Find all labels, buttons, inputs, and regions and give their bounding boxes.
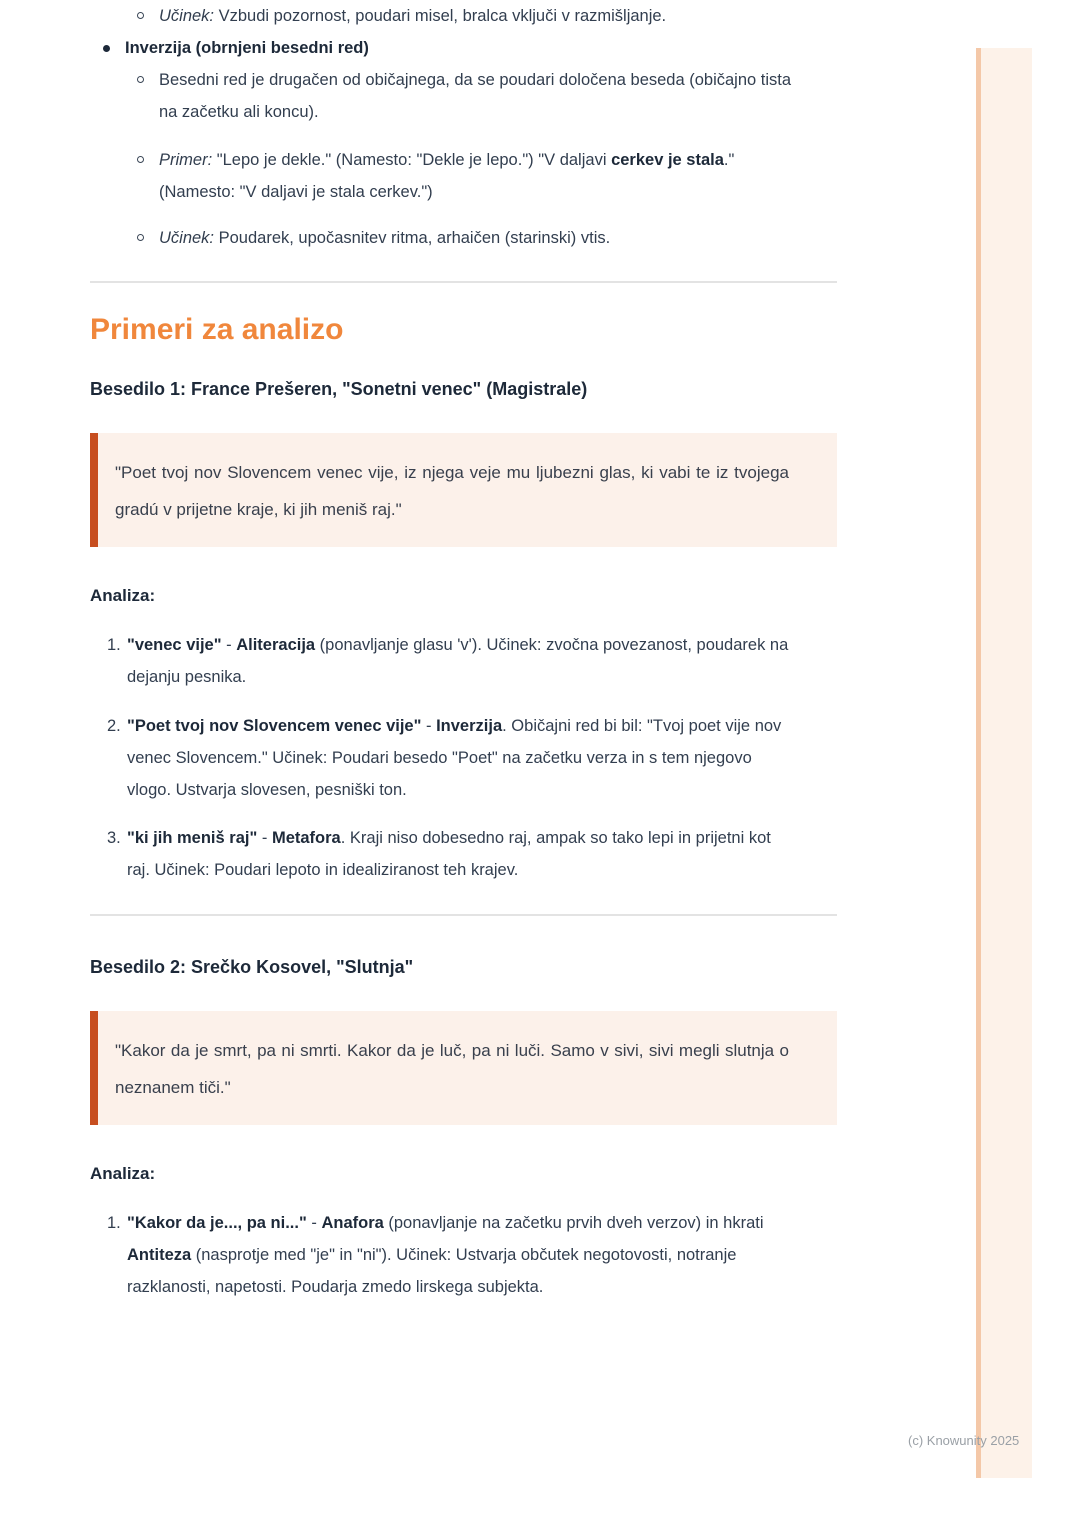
inverzija-term-list	[90, 32, 837, 64]
list-item-text: Inverzija (obrnjeni besedni red)	[125, 39, 369, 57]
list-item	[90, 144, 837, 208]
list-item	[90, 32, 837, 64]
analysis-label-2: Analiza:	[90, 1164, 156, 1183]
right-margin-stripe	[976, 48, 1032, 1478]
list-number: 3.	[107, 829, 121, 847]
circle-bullet-icon	[137, 12, 144, 19]
list-item	[90, 64, 837, 128]
quote-block-1	[90, 433, 837, 547]
analysis-item	[90, 822, 837, 886]
quote-text: "Poet tvoj nov Slovencem venec vije, iz njega veje mu ljubezni glas, ki vabi te iz tvojega gradú v prijetne kraje, ki jih meniš raj."	[115, 463, 789, 519]
circle-bullet-icon	[137, 156, 144, 163]
page-section-title: Primeri za analizo	[90, 313, 344, 346]
analysis-list-1	[90, 629, 837, 886]
analysis-item-text: "venec vije" - Aliteracija (ponavljanje glasu 'v'). Učinek: zvočna povezanost, poudarek na dejanju pesnika.	[127, 636, 789, 686]
section-divider	[90, 281, 837, 283]
analysis-item-text: "Kakor da je..., pa ni..." - Anafora (ponavljanje na začetku prvih dveh verzov) in hkrati Antiteza (nasprotje med "je" in "ni"). Učinek: Ustvarja občutek negotovosti, notranje razklanosti, napetosti. Poudarja zmedo lirskega subjekta.	[127, 1214, 764, 1296]
list-item-text: Besedni red je drugačen od običajnega, da se poudari določena beseda (običajno tista na začetku ali koncu).	[159, 71, 792, 121]
quote-text: "Kakor da je smrt, pa ni smrti. Kakor da je luč, pa ni luči. Samo v sivi, sivi megli slutnja o neznanem tiči."	[115, 1041, 789, 1097]
analysis-item-text: "ki jih meniš raj" - Metafora. Kraji niso dobesedno raj, ampak so tako lepi in prijetni kot raj. Učinek: Poudari lepoto in idealiziranost teh krajev.	[127, 829, 771, 879]
quote-block-2	[90, 1011, 837, 1125]
besedilo1-heading: Besedilo 1: France Prešeren, "Sonetni venec" (Magistrale)	[90, 379, 588, 399]
list-item	[90, 0, 837, 32]
analysis-label-1: Analiza:	[90, 586, 156, 605]
list-item	[90, 222, 837, 254]
disc-bullet-icon	[103, 45, 110, 52]
copyright-footer: (c) Knowunity 2025	[908, 1433, 1020, 1448]
analysis-list-2	[90, 1207, 837, 1303]
list-item-text: Učinek: Vzbudi pozornost, poudari misel, bralca vključi v razmišljanje.	[159, 7, 667, 25]
circle-bullet-icon	[137, 234, 144, 241]
list-number: 1.	[107, 1214, 121, 1232]
besedilo2-heading: Besedilo 2: Srečko Kosovel, "Slutnja"	[90, 957, 414, 977]
analysis-item	[90, 629, 837, 693]
inverzija-detail-list	[90, 64, 837, 254]
circle-bullet-icon	[137, 76, 144, 83]
document-content	[90, 0, 837, 1303]
analysis-item	[90, 710, 837, 806]
intro-effect-list	[90, 0, 837, 32]
list-number: 2.	[107, 717, 121, 735]
analysis-item-text: "Poet tvoj nov Slovencem venec vije" - Inverzija. Običajni red bi bil: "Tvoj poet vije nov venec Slovencem." Učinek: Poudari besedo "Poet" na začetku verza in s tem njegovo vlogo. Ustvarja slovesen, pesniški ton.	[127, 717, 782, 799]
section-divider	[90, 914, 837, 916]
list-item-text: Učinek: Poudarek, upočasnitev ritma, arhaičen (starinski) vtis.	[159, 229, 611, 247]
list-item-text: Primer: "Lepo je dekle." (Namesto: "Dekle je lepo.") "V daljavi cerkev je stala." (Namesto: "V daljavi je stala cerkev.")	[159, 151, 735, 201]
list-number: 1.	[107, 636, 121, 654]
analysis-item	[90, 1207, 837, 1303]
